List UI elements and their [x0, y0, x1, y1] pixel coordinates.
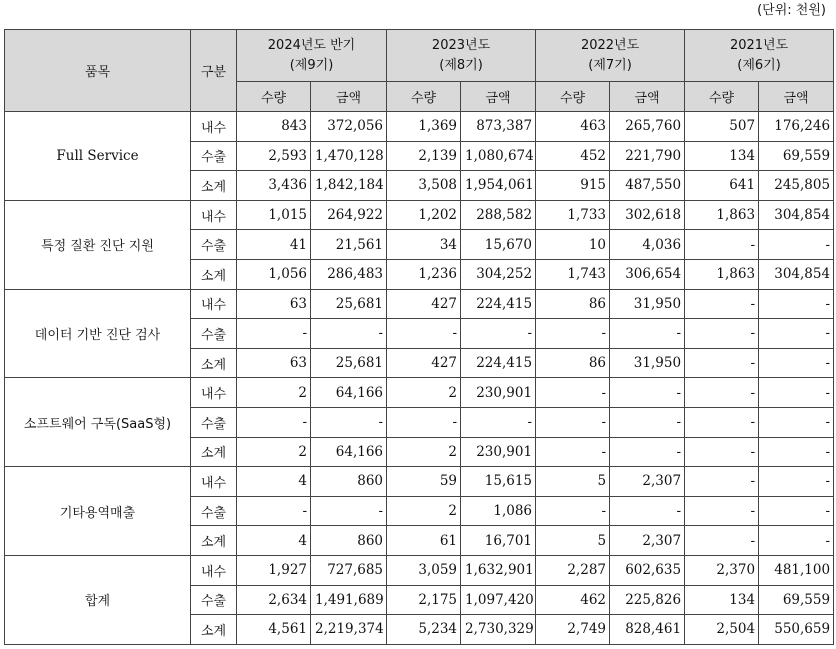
division-cell: 수출	[191, 496, 237, 526]
amount-cell: 1,080,674	[461, 141, 536, 171]
amount-cell: 304,854	[759, 200, 834, 230]
qty-cell: 1,927	[237, 555, 311, 585]
qty-cell: 915	[536, 171, 610, 201]
qty-cell: 2,287	[536, 555, 610, 585]
amount-cell: -	[759, 407, 834, 437]
qty-cell: 34	[387, 230, 461, 260]
qty-cell: 2	[387, 437, 461, 467]
division-cell: 수출	[191, 141, 237, 171]
division-cell: 내수	[191, 378, 237, 408]
qty-cell: -	[536, 319, 610, 349]
period-year: 2023년도	[431, 37, 491, 53]
header-period-2023	[387, 30, 536, 82]
division-cell: 소계	[191, 615, 237, 645]
table-row	[5, 289, 834, 319]
amount-cell: 16,701	[461, 526, 536, 556]
header-qty: 수량	[536, 82, 610, 112]
qty-cell: 61	[387, 526, 461, 556]
item-name: 합계	[5, 555, 191, 644]
item-name: 데이터 기반 진단 검사	[5, 289, 191, 378]
division-cell: 내수	[191, 555, 237, 585]
header-period-2021	[685, 30, 834, 82]
qty-cell: -	[685, 230, 759, 260]
amount-cell: 304,854	[759, 259, 834, 289]
amount-cell: -	[759, 467, 834, 497]
table-row	[5, 112, 834, 142]
qty-cell: 134	[685, 141, 759, 171]
qty-cell: 1,015	[237, 200, 311, 230]
qty-cell: 1,236	[387, 259, 461, 289]
header-amount: 금액	[759, 82, 834, 112]
qty-cell: 2,504	[685, 615, 759, 645]
period-term: (제8기)	[439, 57, 483, 73]
amount-cell: 25,681	[311, 289, 387, 319]
qty-cell: 427	[387, 289, 461, 319]
qty-cell: 59	[387, 467, 461, 497]
amount-cell: -	[759, 348, 834, 378]
amount-cell: 64,166	[311, 378, 387, 408]
qty-cell: 5	[536, 526, 610, 556]
amount-cell: -	[759, 496, 834, 526]
division-cell: 내수	[191, 289, 237, 319]
division-cell: 소계	[191, 437, 237, 467]
qty-cell: -	[685, 526, 759, 556]
qty-cell: 452	[536, 141, 610, 171]
qty-cell: -	[685, 437, 759, 467]
amount-cell: 286,483	[311, 259, 387, 289]
amount-cell: 550,659	[759, 615, 834, 645]
qty-cell: -	[237, 496, 311, 526]
qty-cell: -	[536, 407, 610, 437]
qty-cell: 86	[536, 348, 610, 378]
amount-cell: 221,790	[610, 141, 685, 171]
qty-cell: -	[685, 378, 759, 408]
header-qty: 수량	[237, 82, 311, 112]
header-qty: 수량	[387, 82, 461, 112]
amount-cell: 2,219,374	[311, 615, 387, 645]
qty-cell: -	[685, 348, 759, 378]
amount-cell: 31,950	[610, 289, 685, 319]
header-amount: 금액	[311, 82, 387, 112]
qty-cell: 2,370	[685, 555, 759, 585]
qty-cell: -	[685, 467, 759, 497]
amount-cell: 860	[311, 526, 387, 556]
qty-cell: 10	[536, 230, 610, 260]
unit-label: (단위: 천원)	[757, 3, 826, 18]
amount-cell: 1,086	[461, 496, 536, 526]
table-row	[5, 555, 834, 585]
amount-cell: 1,842,184	[311, 171, 387, 201]
amount-cell: 1,491,689	[311, 585, 387, 615]
amount-cell: 487,550	[610, 171, 685, 201]
amount-cell: 1,097,420	[461, 585, 536, 615]
amount-cell: 1,632,901	[461, 555, 536, 585]
item-name: 기타용역매출	[5, 467, 191, 556]
amount-cell: -	[759, 289, 834, 319]
amount-cell: -	[461, 407, 536, 437]
qty-cell: 2,139	[387, 141, 461, 171]
qty-cell: 1,056	[237, 259, 311, 289]
qty-cell: -	[536, 437, 610, 467]
qty-cell: 2,175	[387, 585, 461, 615]
amount-cell: -	[610, 496, 685, 526]
amount-cell: -	[461, 319, 536, 349]
qty-cell: 1,369	[387, 112, 461, 142]
division-cell: 수출	[191, 585, 237, 615]
table-body	[5, 112, 834, 645]
table-row	[5, 378, 834, 408]
qty-cell: -	[237, 407, 311, 437]
qty-cell: 1,743	[536, 259, 610, 289]
division-cell: 소계	[191, 526, 237, 556]
period-term: (제7기)	[588, 57, 632, 73]
amount-cell: -	[311, 319, 387, 349]
period-year: 2022년도	[580, 37, 640, 53]
qty-cell: -	[536, 378, 610, 408]
header-period-2022	[536, 30, 685, 82]
amount-cell: 25,681	[311, 348, 387, 378]
amount-cell: 860	[311, 467, 387, 497]
division-cell: 내수	[191, 467, 237, 497]
qty-cell: 86	[536, 289, 610, 319]
amount-cell: -	[311, 496, 387, 526]
sales-table	[4, 29, 834, 645]
qty-cell: 1,202	[387, 200, 461, 230]
qty-cell: -	[237, 319, 311, 349]
qty-cell: 4	[237, 526, 311, 556]
qty-cell: -	[685, 319, 759, 349]
amount-cell: 15,615	[461, 467, 536, 497]
amount-cell: 245,805	[759, 171, 834, 201]
qty-cell: 1,863	[685, 200, 759, 230]
qty-cell: 4,561	[237, 615, 311, 645]
amount-cell: 302,618	[610, 200, 685, 230]
qty-cell: 462	[536, 585, 610, 615]
qty-cell: 2,593	[237, 141, 311, 171]
qty-cell: 463	[536, 112, 610, 142]
qty-cell: 3,508	[387, 171, 461, 201]
header-division: 구분	[191, 30, 237, 112]
item-name: 특정 질환 진단 지원	[5, 200, 191, 289]
division-cell: 내수	[191, 112, 237, 142]
item-name: 소프트웨어 구독(SaaS형)	[5, 378, 191, 467]
amount-cell: -	[610, 437, 685, 467]
amount-cell: 828,461	[610, 615, 685, 645]
header-qty: 수량	[685, 82, 759, 112]
qty-cell: 63	[237, 289, 311, 319]
qty-cell: -	[685, 496, 759, 526]
amount-cell: -	[759, 526, 834, 556]
amount-cell: 64,166	[311, 437, 387, 467]
amount-cell: 224,415	[461, 348, 536, 378]
amount-cell: 288,582	[461, 200, 536, 230]
qty-cell: 2	[237, 437, 311, 467]
amount-cell: 1,470,128	[311, 141, 387, 171]
division-cell: 소계	[191, 171, 237, 201]
amount-cell: -	[759, 378, 834, 408]
qty-cell: -	[685, 289, 759, 319]
amount-cell: 602,635	[610, 555, 685, 585]
header-period-2024h1	[237, 30, 387, 82]
period-term: (제9기)	[289, 57, 334, 73]
header-amount: 금액	[610, 82, 685, 112]
qty-cell: 2	[387, 496, 461, 526]
qty-cell: 641	[685, 171, 759, 201]
amount-cell: 2,307	[610, 526, 685, 556]
qty-cell: 5,234	[387, 615, 461, 645]
division-cell: 내수	[191, 200, 237, 230]
amount-cell: -	[610, 407, 685, 437]
qty-cell: 2	[237, 378, 311, 408]
division-cell: 수출	[191, 407, 237, 437]
qty-cell: 507	[685, 112, 759, 142]
amount-cell: -	[610, 319, 685, 349]
amount-cell: 69,559	[759, 141, 834, 171]
header-item: 품목	[5, 30, 191, 112]
amount-cell: 230,901	[461, 378, 536, 408]
table-row	[5, 200, 834, 230]
amount-cell: 265,760	[610, 112, 685, 142]
qty-cell: 2,749	[536, 615, 610, 645]
amount-cell: 306,654	[610, 259, 685, 289]
division-cell: 수출	[191, 230, 237, 260]
amount-cell: 2,730,329	[461, 615, 536, 645]
qty-cell: 843	[237, 112, 311, 142]
qty-cell: 2,634	[237, 585, 311, 615]
period-year: 2024년도 반기	[267, 37, 356, 53]
amount-cell: 176,246	[759, 112, 834, 142]
amount-cell: 264,922	[311, 200, 387, 230]
division-cell: 소계	[191, 259, 237, 289]
amount-cell: -	[759, 437, 834, 467]
qty-cell: 1,863	[685, 259, 759, 289]
qty-cell: -	[685, 407, 759, 437]
qty-cell: 63	[237, 348, 311, 378]
header-amount: 금액	[461, 82, 536, 112]
division-cell: 수출	[191, 319, 237, 349]
table-row	[5, 467, 834, 497]
period-term: (제6기)	[737, 57, 781, 73]
amount-cell: 225,826	[610, 585, 685, 615]
period-year: 2021년도	[729, 37, 789, 53]
amount-cell: 15,670	[461, 230, 536, 260]
qty-cell: 134	[685, 585, 759, 615]
amount-cell: 69,559	[759, 585, 834, 615]
amount-cell: 1,954,061	[461, 171, 536, 201]
amount-cell: 31,950	[610, 348, 685, 378]
qty-cell: 1,733	[536, 200, 610, 230]
amount-cell: -	[759, 230, 834, 260]
amount-cell: -	[610, 378, 685, 408]
amount-cell: 4,036	[610, 230, 685, 260]
amount-cell: -	[759, 319, 834, 349]
qty-cell: -	[387, 319, 461, 349]
division-cell: 소계	[191, 348, 237, 378]
qty-cell: 3,436	[237, 171, 311, 201]
amount-cell: 224,415	[461, 289, 536, 319]
amount-cell: 372,056	[311, 112, 387, 142]
amount-cell: 873,387	[461, 112, 536, 142]
qty-cell: 3,059	[387, 555, 461, 585]
amount-cell: 230,901	[461, 437, 536, 467]
amount-cell: 481,100	[759, 555, 834, 585]
qty-cell: 41	[237, 230, 311, 260]
amount-cell: 304,252	[461, 259, 536, 289]
qty-cell: -	[387, 407, 461, 437]
qty-cell: 2	[387, 378, 461, 408]
amount-cell: 21,561	[311, 230, 387, 260]
qty-cell: 427	[387, 348, 461, 378]
amount-cell: -	[311, 407, 387, 437]
qty-cell: 5	[536, 467, 610, 497]
item-name: Full Service	[5, 112, 191, 201]
qty-cell: 4	[237, 467, 311, 497]
amount-cell: 727,685	[311, 555, 387, 585]
qty-cell: -	[536, 496, 610, 526]
amount-cell: 2,307	[610, 467, 685, 497]
